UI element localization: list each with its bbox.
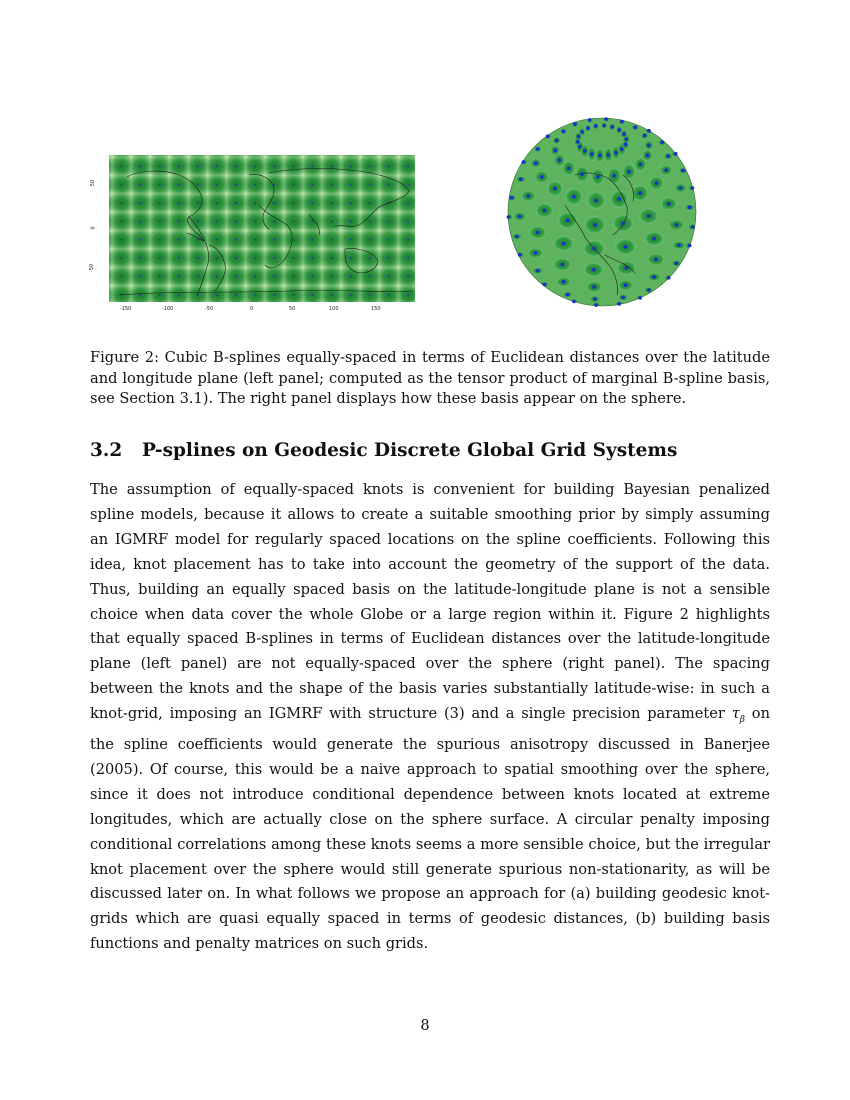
sphere-knot-point (654, 258, 658, 262)
sphere-knot-point (567, 167, 571, 171)
basis-sphere-svg (505, 115, 700, 310)
sphere-knot-point (624, 245, 628, 249)
sphere-knot-point (580, 172, 584, 176)
sphere-knot-point (593, 297, 597, 301)
sphere-knot-point (598, 154, 602, 158)
figure-left-panel (84, 150, 424, 320)
sphere-knot-point (647, 144, 651, 148)
basis-map-plane (109, 155, 415, 302)
sphere-knot-point (647, 214, 651, 218)
sphere-knot-point (543, 209, 547, 213)
sphere-knot-point (624, 283, 628, 287)
sphere-knot-point (660, 141, 664, 145)
sphere-knot-point (510, 196, 514, 200)
sphere-knot-point (592, 285, 596, 289)
sphere-knot-point (594, 303, 598, 307)
paragraph-text-part-2: on the spline coefficients would generate the spurious anisotropy discussed in Banerjee (2005). Of course, this would be a naive approach to spatial smoothing over the sphere, since it does not introduce conditional dependence between knots located at extreme longitudes, which are actually close on the sphere surface. A circular penalty imposing conditional correlations among these knots seems a more sensible choice, but the irregular knot placement over the sphere would still generate spurious non-stationarity, as will be discussed later on. In what follows we propose an approach for (a) building geodesic knot-grids which are quasi equally spaced in terms of geodesic distances, (b) building basis functions and penalty matrices on such grids. (90, 705, 770, 953)
sphere-knot-point (621, 222, 625, 226)
sphere-knot-point (572, 300, 576, 304)
sphere-knot-point (643, 134, 647, 138)
sphere-knot-point (614, 151, 618, 155)
sphere-knot-point (594, 124, 598, 128)
sphere-knot-point (586, 126, 590, 130)
sphere-knot-point (580, 130, 584, 134)
sphere-knot-point (536, 147, 540, 151)
x-tick-label: -50 (205, 306, 214, 312)
sphere-knot-point (562, 280, 566, 284)
sphere-knot-point (553, 187, 557, 191)
sphere-knot-point (691, 186, 695, 190)
sphere-knot-point (633, 126, 637, 130)
sphere-knot-point (561, 263, 565, 267)
page-number: 8 (420, 1017, 430, 1034)
x-tick-label: -100 (162, 306, 174, 312)
sphere-knot-point (674, 152, 678, 156)
sphere-knot-point (583, 149, 587, 153)
sphere-knot-point (555, 139, 559, 143)
x-tick-label: 0 (250, 306, 254, 312)
sphere-knot-point (655, 181, 659, 185)
sphere-knot-point (562, 242, 566, 246)
sphere-knot-point (667, 276, 671, 280)
sphere-knot-point (602, 124, 606, 128)
sphere-knot-point (522, 160, 526, 164)
sphere-knot-point (621, 296, 625, 300)
basis-map-plane-svg (109, 155, 415, 302)
sphere-knot-point (639, 163, 643, 167)
sphere-knot-point (638, 296, 642, 300)
sphere-knot-point (577, 135, 581, 139)
sphere-knot-point (515, 235, 519, 239)
sphere-knot-point (624, 143, 628, 147)
sphere-knot-point (572, 195, 576, 199)
sphere-knot-point (666, 154, 670, 158)
sphere-knot-point (578, 145, 582, 149)
sphere-knot-point (592, 247, 596, 251)
figure-caption: Figure 2: Cubic B-splines equally-spaced in terms of Euclidean distances over the latitude and longitude plane (left panel; computed as the tensor product of marginal B-spline basis, see Section 3.1). The right panel displays how these basis appear on the sphere. (90, 349, 770, 407)
sphere-knot-point (611, 125, 615, 129)
sphere-knot-point (546, 134, 550, 138)
section-title: P-splines on Geodesic Discrete Global Grid Systems (142, 440, 678, 461)
sphere-knot-point (620, 120, 624, 124)
sphere-knot-point (688, 206, 692, 210)
sphere-knot-point (617, 302, 621, 306)
y-tick-label: 0 (90, 226, 97, 230)
sphere-knot-point (526, 194, 530, 198)
sphere-knot-point (518, 253, 522, 257)
sphere-knot-point (596, 175, 600, 179)
y-tick-label: 50 (90, 179, 97, 187)
sphere-knot-point (592, 268, 596, 272)
tensor-basis-surface (109, 155, 415, 302)
symbol-tau: τ (731, 705, 740, 723)
section-heading (90, 440, 780, 461)
sphere-knot-point (691, 225, 695, 229)
sphere-knot-point (675, 261, 679, 265)
sphere-knot-point (593, 223, 597, 227)
sphere-knot-point (576, 140, 580, 144)
sphere-knot-point (553, 149, 557, 153)
sphere-knot-point (652, 275, 656, 279)
sphere-knot-point (646, 154, 650, 158)
sphere-knot-point (507, 215, 511, 219)
sphere-knot-point (566, 219, 570, 223)
sphere-knot-point (540, 175, 544, 179)
sphere-knot-point (638, 191, 642, 195)
x-tick-label: 100 (329, 306, 339, 312)
sphere-knot-point (588, 118, 592, 122)
sphere-knot-point (624, 137, 628, 141)
sphere-knot-point (590, 152, 594, 156)
sphere-knot-point (664, 168, 668, 172)
sphere-knot-point (647, 288, 651, 292)
sphere-knot-point (566, 293, 570, 297)
sphere-knot-point (679, 186, 683, 190)
sphere-knot-point (688, 244, 692, 248)
sphere-knot-point (675, 223, 679, 227)
sphere-knot-point (536, 269, 540, 273)
sphere-knot-point (573, 122, 577, 126)
x-tick-label: 150 (371, 306, 381, 312)
sphere-knot-point (625, 266, 629, 270)
sphere-knot-point (667, 202, 671, 206)
body-paragraph (90, 478, 770, 957)
sphere-knot-point (627, 170, 631, 174)
sphere-knot-point (594, 199, 598, 203)
sphere-knot-point (534, 251, 538, 255)
sphere-knot-point (677, 243, 681, 247)
sphere-knot-point (519, 178, 523, 182)
sphere-knot-point (534, 161, 538, 165)
x-tick-label: -150 (120, 306, 132, 312)
sphere-knot-point (543, 283, 547, 287)
sphere-knot-point (612, 174, 616, 178)
sphere-knot-point (622, 132, 626, 136)
sphere-knot-point (647, 129, 651, 133)
sphere-knot-point (536, 231, 540, 235)
sphere-knot-point (617, 197, 621, 201)
section-number: 3.2 (90, 440, 123, 461)
sphere-knot-point (607, 153, 611, 157)
sphere-knot-point (604, 117, 608, 121)
sphere-knot-point (620, 147, 624, 151)
y-tick-label: -50 (89, 263, 96, 273)
symbol-subscript-beta: β (739, 715, 745, 726)
sphere-knot-point (562, 130, 566, 134)
sphere-knot-point (617, 128, 621, 132)
sphere-knot-point (652, 237, 656, 241)
sphere-knot-point (518, 215, 522, 219)
paragraph-text-part-1: The assumption of equally-spaced knots is convenient for building Bayesian penalized spline models, because it allows to create a suitable smoothing prior by simply assuming an IGMRF model for regularly spaced locations on the spline coefficients. Following this idea, knot placement has to take into account the geometry of the support of the data. Thus, building an equally spaced basis on the latitude-longitude plane is not a sensible choice when data cover the whole Globe or a large region within it. Figure 2 highlights that equally spaced B-splines in terms of Euclidean distances over the latitude-longitude plane (left panel) are not equally-spaced over the sphere (right panel). The spacing between the knots and the shape of the basis varies substantially latitude-wise: in such a knot-grid, imposing an IGMRF with structure (3) and a single precision parameter (90, 481, 770, 723)
figure-right-panel (505, 115, 700, 310)
sphere-knot-point (558, 158, 562, 162)
sphere-knot-point (681, 169, 685, 173)
x-tick-label: 50 (289, 306, 296, 312)
